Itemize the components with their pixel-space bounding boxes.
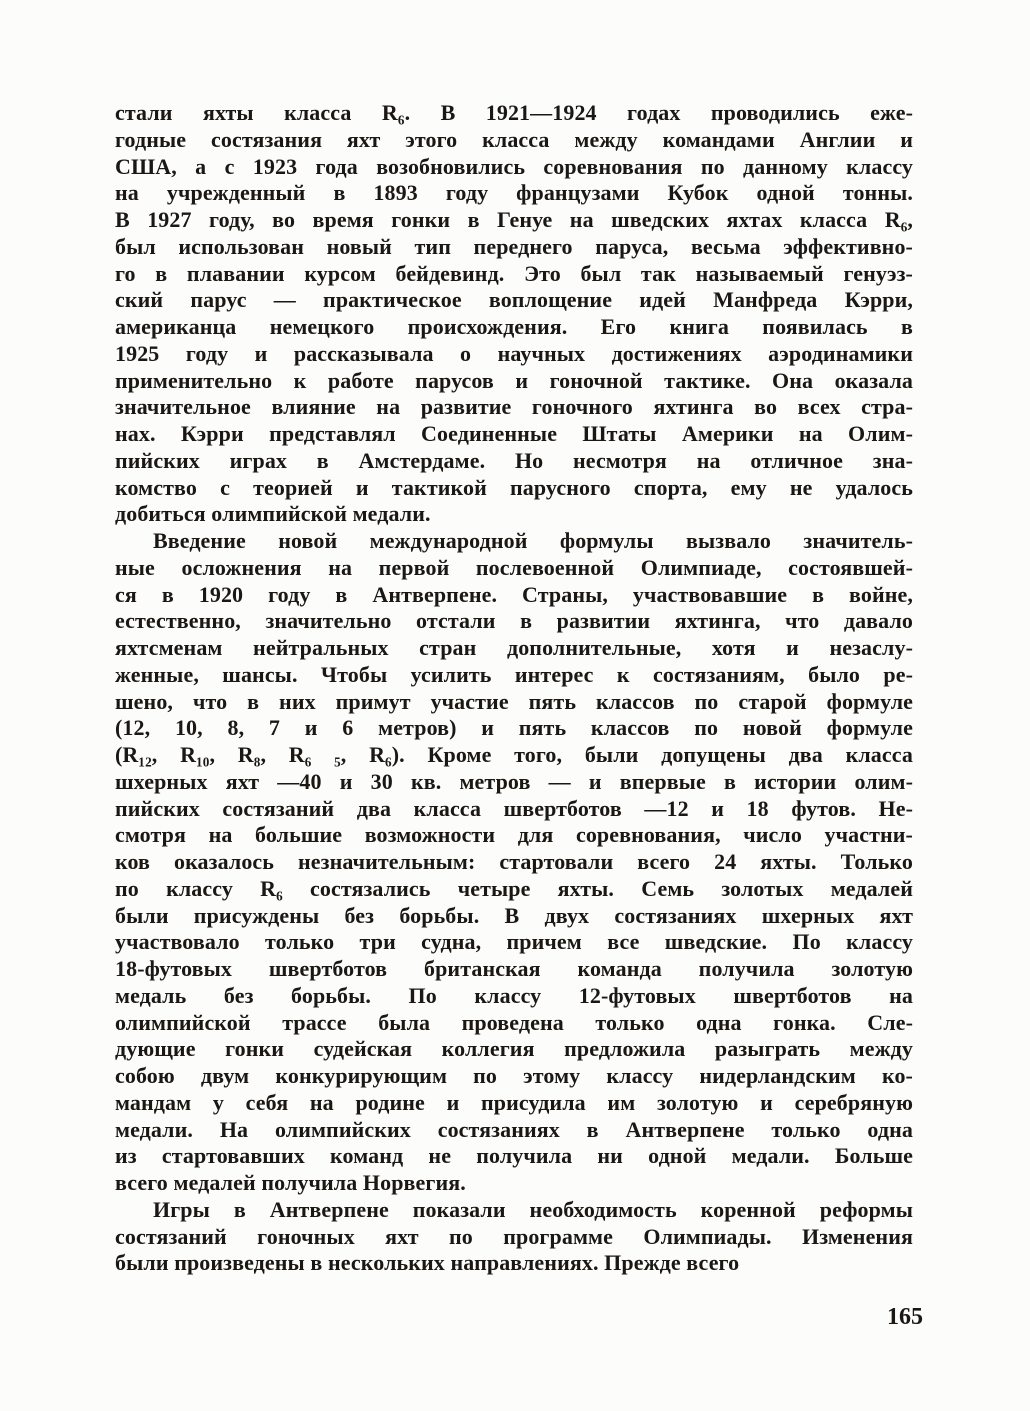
text-block xyxy=(115,100,913,1277)
text-line: (12, 10, 8, 7 и 6 метров) и пять классов по новой формуле xyxy=(115,715,913,741)
paragraph xyxy=(115,528,913,1197)
text-line: всего медалей получила Норвегия. xyxy=(115,1170,466,1195)
text-line: го в плавании курсом бейдевинд. Это был так называемый генуэз- xyxy=(115,260,913,286)
text-line: Введение новой международной формулы вызвало значитель- xyxy=(153,528,913,553)
text-line: 1925 году и рассказывала о научных достижениях аэродинамики xyxy=(115,340,913,366)
text-line: комство с теорией и тактикой парусного спорта, ему не удалось xyxy=(115,474,913,500)
text-line: смотря на большие возможности для соревнования, число участни- xyxy=(115,822,913,848)
text-line: состязаний гоночных яхт по программе Олимпиады. Изменения xyxy=(115,1223,913,1249)
text-line: пийских играх в Амстердаме. Но несмотря на отличное зна- xyxy=(115,447,913,473)
text-line: 18-футовых швертботов британская команда получила золотую xyxy=(115,956,913,981)
text-line: шхерных яхт —40 и 30 кв. метров — и впервые в истории олим- xyxy=(115,768,913,794)
page-number: 165 xyxy=(887,1304,923,1330)
text-line: ков оказалось незначительным: стартовали всего 24 яхты. Только xyxy=(115,849,913,874)
text-line: были присуждены без борьбы. В двух состязаниях шхерных яхт xyxy=(115,902,913,928)
text-line: применительно к работе парусов и гоночной тактике. Она оказала xyxy=(115,367,913,393)
text-line: шено, что в них примут участие пять классов по старой формуле xyxy=(115,688,913,714)
text-line: был использован новый тип переднего паруса, весьма эффективно- xyxy=(115,233,913,259)
text-line: медаль без борьбы. По классу 12-футовых швертботов на xyxy=(115,982,913,1008)
text-line: были произведены в нескольких направлениях. Прежде всего xyxy=(115,1250,740,1276)
text-line: В 1927 году, во время гонки в Генуе на шведских яхтах класса R₆, xyxy=(115,207,913,232)
text-line: (R₁₂, R₁₀, R₈, R₆ ₅, R₆). Кроме того, были допущены два класса xyxy=(115,742,913,767)
text-line: женные, шансы. Чтобы усилить интерес к состязаниям, было ре- xyxy=(115,661,913,687)
text-line: пийских состязаний два класса швертботов —12 и 18 футов. Не- xyxy=(115,795,913,821)
text-line: яхтсменам нейтральных стран дополнительные, хотя и незаслу- xyxy=(115,635,913,660)
text-line: мандам у себя на родине и присудила им золотую и серебряную xyxy=(115,1089,913,1115)
text-line: американца немецкого происхождения. Его книга появилась в xyxy=(115,314,913,339)
text-line: по классу R₆ состязались четыре яхты. Семь золотых медалей xyxy=(115,875,913,901)
text-line: стали яхты класса R₆. В 1921—1924 годах проводились еже- xyxy=(115,100,913,125)
text-line: собою двум конкурирующим по этому классу нидерландским ко- xyxy=(115,1063,913,1088)
text-line: Игры в Антверпене показали необходимость коренной реформы xyxy=(153,1196,913,1222)
text-line: из стартовавших команд не получила ни одной медали. Больше xyxy=(115,1143,913,1169)
text-line: олимпийской трассе была проведена только одна гонка. Сле- xyxy=(115,1009,913,1035)
text-line: ский парус — практическое воплощение идей Манфреда Кэрри, xyxy=(115,287,913,313)
text-line: медали. На олимпийских состязаниях в Антверпене только одна xyxy=(115,1116,913,1142)
text-line: ные осложнения на первой послевоенной Олимпиаде, состоявшей- xyxy=(115,554,913,580)
text-line: ся в 1920 году в Антверпене. Страны, участвовавшие в войне, xyxy=(115,581,913,607)
text-line: США, а с 1923 года возобновились соревнования по данному классу xyxy=(115,153,913,179)
text-line: дующие гонки судейская коллегия предложила разыграть между xyxy=(115,1036,913,1062)
text-line: на учрежденный в 1893 году французами Кубок одной тонны. xyxy=(115,180,913,206)
text-line: участвовало только три судна, причем все шведские. По классу xyxy=(115,929,913,955)
text-line: значительное влияние на развитие гоночного яхтинга во всех стра- xyxy=(115,394,913,420)
paragraph xyxy=(115,100,913,528)
text-line: годные состязания яхт этого класса между командами Англии и xyxy=(115,126,913,152)
text-line: естественно, значительно отстали в развитии яхтинга, что давало xyxy=(115,608,913,634)
text-line: добиться олимпийской медали. xyxy=(115,501,431,527)
text-line: нах. Кэрри представлял Соединенные Штаты Америки на Олим- xyxy=(115,421,913,446)
paragraph xyxy=(115,1197,913,1277)
